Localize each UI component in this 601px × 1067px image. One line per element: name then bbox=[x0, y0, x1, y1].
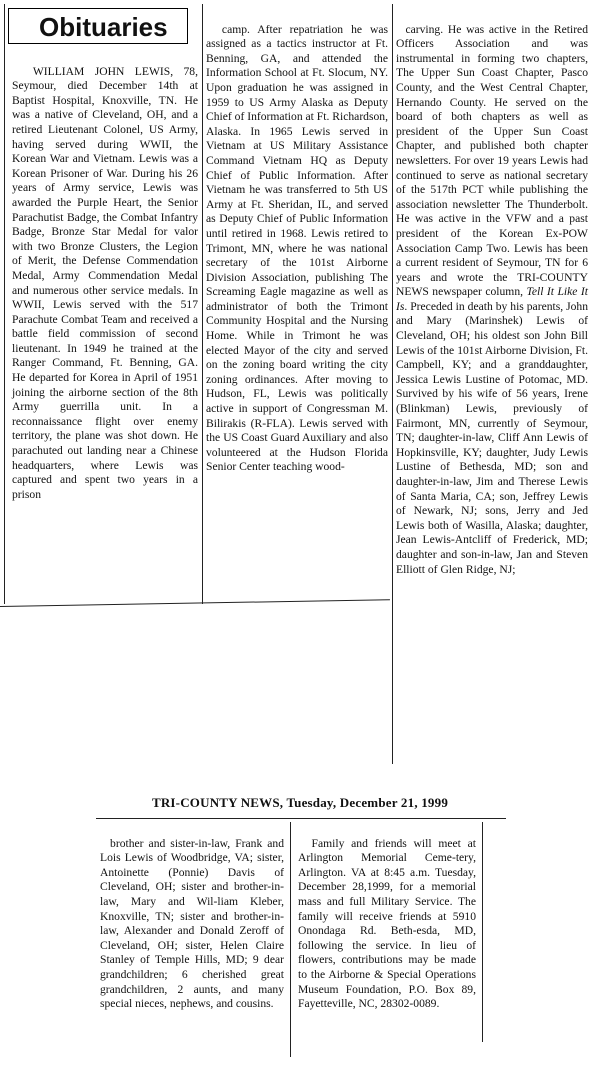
obituary-column-5-text: Family and friends will meet at Arlington Memorial Ceme-tery, Arlington. VA at 8:45 a.m. Tuesday, December 28,1999, for a memorial mass and full Military Service. The family will receive friends at 5910 Onondaga Rd. Beth-esda, MD, following the service. In lieu of flowers, contributions may be made to the Airborne & Special Operations Museum Foundation, P.O. Box 89, Fayetteville, NC, 28302-0089. bbox=[298, 836, 479, 1011]
obituary-column-2 bbox=[206, 8, 391, 604]
page-title: Obituaries bbox=[8, 8, 188, 44]
column-rule-2 bbox=[392, 4, 393, 764]
newspaper-dateline: TRI-COUNTY NEWS, Tuesday, December 21, 1999 bbox=[151, 795, 449, 810]
obituary-column-3-text-b: . Preceded in death by his parents, John and Mary (Marinshek) Lewis of Cleveland, OH; his oldest son John Bill Lewis of the 101st Airborne Division, Ft. Campbell, KY; and a granddaughter, Jessica Lewis Lustine of Potomac, MD. Survived by his wife of 56 years, Irene (Blinkman) Lewis, previously of Fairmont, MN, currently of Seymour, TN; daughter-in-law, Cliff Ann Lewis of Hopkinsville, KY; daughter, Judy Lewis Lustine of Bethesda, MD; son and daughter-in-law, Jim and Therese Lewis of Santa Maria, CA; son, Jeffrey Lewis of Newark, NJ; sons, Jerry and Jed Lewis both of Wasilla, Alaska; daughter, Jean Lewis-Antcliff of Frederick, MD; daughter and son-in-law, Jan and Steven Elliott of Glen Ridge, NJ; bbox=[396, 299, 591, 576]
obituary-column-3 bbox=[396, 8, 591, 764]
column-rule-1 bbox=[202, 4, 203, 604]
column-rule-3 bbox=[290, 822, 291, 1057]
clip-border-left bbox=[4, 4, 5, 604]
obituary-column-3-text-a: carving. He was active in the Retired Officers Association and was instrumental in forming two chapters, The Upper Sun Coast Chapter, Pasco County, and the West Central Chapter, Hernando County. He served on the board of both chapters as well as president of the Upper Sun Coast Chapter, and published both chapter newsletters. For over 19 years Lewis had continued to serve as national secretary of the 517th PCT while publishing the association newsletter The Thunderbolt. He was active in the VFW and a past president of the Korean Ex-POW Association Camp Two. Lewis has been a current resident of Seymour, TN for 6 years and wrote the TRI-COUNTY NEWS newspaper column, bbox=[396, 22, 591, 299]
obituary-column-5 bbox=[298, 822, 479, 1057]
obituary-column-4 bbox=[100, 822, 287, 1057]
obituary-column-1 bbox=[12, 50, 201, 610]
clip-border-right-bottom bbox=[482, 822, 483, 1042]
column-title-italic: Tell It Like It Is bbox=[396, 285, 591, 313]
obituary-column-4-text: brother and sister-in-law, Frank and Lois Lewis of Woodbridge, VA; sister, Antoinette (Ponnie) Davis of Cleveland, OH; sister and brother-in-law, Mary and Wil-liam Kleber, Knoxville, TN; sister and brother-in-law, Alexander and Donald Zeroff of Cleveland, OH; sister, Helen Claire Stanley of Temple Hills, MD; 9 dear grandchildren; 6 cherished great grandchildren, 2 aunts, and many special nieces, nephews, and cousins. bbox=[100, 836, 287, 1011]
dateline-rule bbox=[96, 818, 506, 819]
obituary-column-2-text: camp. After repatriation he was assigned as a tactics instructor at Ft. Benning, GA, and attended the Information School at Ft. Slocum, NY. Upon graduation he was assigned in 1959 to US Army Alaska as Deputy Chief of Information at Ft. Richardson, Alaska. In 1965 Lewis served in Vietnam at US Military Assistance Command Vietnam HQ as Deputy Chief of Public Information. After Vietnam he was transferred to 5th US Army at Ft. Sheridan, IL, and served as Deputy Chief of Public Information until retired in 1968. Lewis retired to Trimont, MN, where he was national secretary of the 101st Airborne Division Association, publishing The Screaming Eagle magazine as well as administrator of both the Trimont Community Hospital and the Nursing Home. While in Trimont he was elected Mayor of the city and served on the zoning board writing the city zoning ordinances. After moving to Hudson, FL, Lewis was politically active in support of Congressman M. Bilirakis (R-FLA). Lewis served with the US Coast Guard Auxiliary and also volunteered at the Hudson Florida Senior Center teaching wood- bbox=[206, 22, 391, 474]
obituary-column-1-text: WILLIAM JOHN LEWIS, 78, Seymour, died December 14th at Baptist Hospital, Knoxville, TN. He was a native of Cleveland, OH, and a retired Lieutenant Colonel, US Army, having served during WWII, the Korean War and Vietnam. Lewis was a Korean Prisoner of War. During his 26 years of Army service, Lewis was awarded the Purple Heart, the Senior Parachutist Badge, the Combat Infantry Badge, Bronze Star Medal for valor with two Bronze Clusters, the Legion of Merit, the Defense Commendation Medal, Army Commendation Medal and numerous other service medals. In WWII, Lewis served with the 517 Parachute Combat Team and received a battle field commission of second lieutenant. In 1949 he trained at the Ranger Command, Ft. Benning, GA. He departed for Korea in April of 1951 joining the airborne section of the 8th Army guerrilla unit. In a reconnaissance flight over enemy territory, the plane was shot down. He parachuted out landing near a Chinese headquarters, where Lewis was captured and spent two years in a prison bbox=[12, 64, 201, 501]
